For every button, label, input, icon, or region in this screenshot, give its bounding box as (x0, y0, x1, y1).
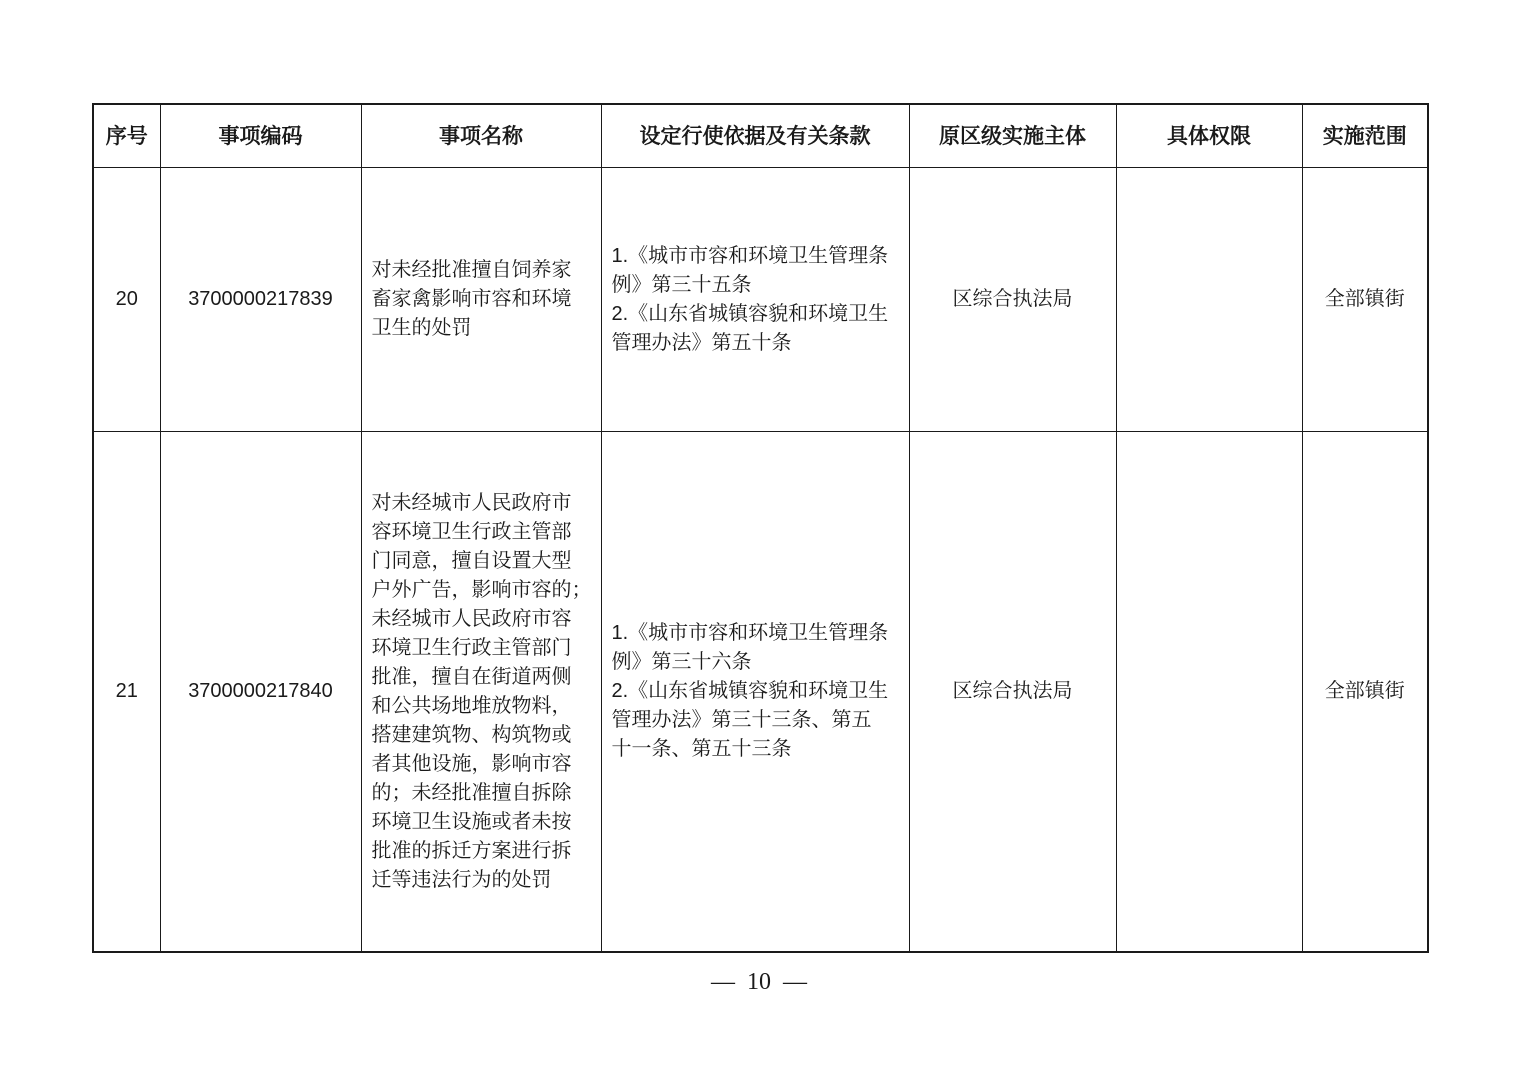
seq-cell: 20 (93, 168, 160, 432)
header-code: 事项编码 (160, 104, 361, 168)
header-row (93, 104, 1428, 168)
items-table (92, 103, 1429, 953)
header-basis: 设定行使依据及有关条款 (601, 104, 909, 168)
subject-cell: 区综合执法局 (909, 432, 1116, 953)
basis-cell: 1.《城市市容和环境卫生管理条 例》第三十五条 2.《山东省城镇容貌和环境卫生 管理办法》第五十条 (601, 168, 909, 432)
table-row (93, 168, 1428, 432)
basis-cell: 1.《城市市容和环境卫生管理条 例》第三十六条 2.《山东省城镇容貌和环境卫生 管理办法》第三十三条、第五 十一条、第五十三条 (601, 432, 909, 953)
header-seq: 序号 (93, 104, 160, 168)
header-scope: 实施范围 (1302, 104, 1428, 168)
name-cell: 对未经批准擅自饲养家 畜家禽影响市容和环境 卫生的处罚 (361, 168, 601, 432)
subject-cell: 区综合执法局 (909, 168, 1116, 432)
table-row (93, 432, 1428, 953)
header-name: 事项名称 (361, 104, 601, 168)
seq-cell: 21 (93, 432, 160, 953)
header-subject: 原区级实施主体 (909, 104, 1116, 168)
table-body (93, 168, 1428, 953)
scope-cell: 全部镇街 (1302, 432, 1428, 953)
authority-cell (1116, 168, 1302, 432)
page-number: — 10 — (711, 969, 807, 995)
code-cell: 3700000217840 (160, 432, 361, 953)
name-cell: 对未经城市人民政府市 容环境卫生行政主管部 门同意，擅自设置大型 户外广告，影响市容的； 未经城市人民政府市容 环境卫生行政主管部门 批准，擅自在街道两侧 和公共场地堆放物料， 搭建建筑物、构筑物或 者其他设施，影响市容 的；未经批准擅自拆除 环境卫生设施或者未按 批准的拆迁方案进行拆 迁等违法行为的处罚 (361, 432, 601, 953)
header-authority: 具体权限 (1116, 104, 1302, 168)
table-header (93, 104, 1428, 168)
authority-cell (1116, 432, 1302, 953)
code-cell: 3700000217839 (160, 168, 361, 432)
scope-cell: 全部镇街 (1302, 168, 1428, 432)
